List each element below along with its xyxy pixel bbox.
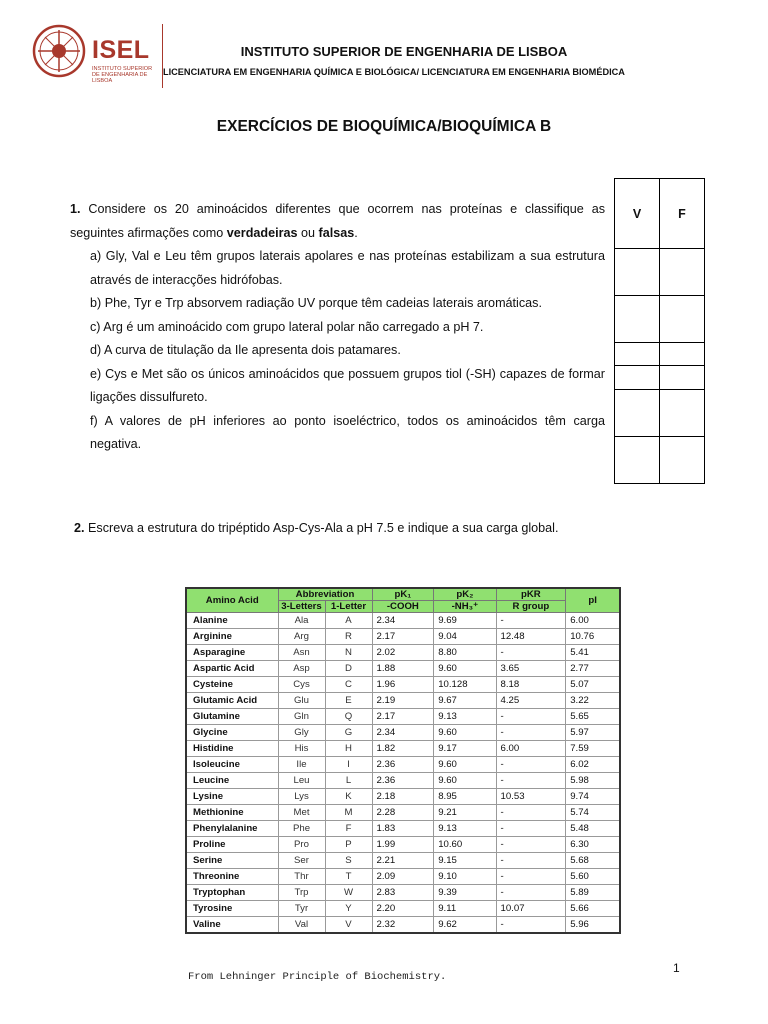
- three-letter-code: Gly: [278, 725, 325, 741]
- one-letter-code: P: [325, 837, 372, 853]
- answer-cell-c-v[interactable]: [615, 343, 660, 366]
- pk1-value: 2.21: [372, 853, 434, 869]
- pkr-value: -: [496, 805, 566, 821]
- pkr-value: -: [496, 917, 566, 933]
- amino-acid-name: Valine: [186, 917, 278, 933]
- pi-value: 5.97: [566, 725, 620, 741]
- pk2-value: 10.128: [434, 677, 496, 693]
- three-letter-code: Ala: [278, 613, 325, 629]
- intro-text: Considere os 20 aminoácidos diferentes que ocorrem nas proteínas e classifique as seguintes afirmações como: [70, 202, 605, 240]
- pk2-value: 10.60: [434, 837, 496, 853]
- pkr-value: -: [496, 869, 566, 885]
- pk2-value: 9.10: [434, 869, 496, 885]
- pk2-value: 9.13: [434, 821, 496, 837]
- one-letter-code: K: [325, 789, 372, 805]
- one-letter-code: G: [325, 725, 372, 741]
- amino-acid-name: Glutamine: [186, 709, 278, 725]
- three-letter-code: Tyr: [278, 901, 325, 917]
- pi-value: 5.89: [566, 885, 620, 901]
- table-row: [186, 725, 620, 741]
- question-2-number: 2.: [74, 521, 85, 535]
- pk2-value: 9.04: [434, 629, 496, 645]
- table-row: [186, 853, 620, 869]
- header-pkr: pKR: [496, 588, 566, 601]
- institution-name: INSTITUTO SUPERIOR DE ENGENHARIA DE LISBOA: [240, 44, 568, 59]
- pk1-value: 2.34: [372, 613, 434, 629]
- amino-acid-name: Tyrosine: [186, 901, 278, 917]
- amino-acid-name: Proline: [186, 837, 278, 853]
- answer-cell-b-f[interactable]: [660, 296, 705, 343]
- pk1-value: 2.20: [372, 901, 434, 917]
- three-letter-code: Gln: [278, 709, 325, 725]
- table-row: [186, 629, 620, 645]
- one-letter-code: C: [325, 677, 372, 693]
- three-letter-code: Asn: [278, 645, 325, 661]
- pk1-value: 2.17: [372, 709, 434, 725]
- one-letter-code: F: [325, 821, 372, 837]
- pk2-value: 9.60: [434, 773, 496, 789]
- statement-e: e) Cys e Met são os únicos aminoácidos que possuem grupos tiol (-SH) capazes de formar ligações dissulfureto.: [90, 366, 605, 404]
- pkr-value: -: [496, 725, 566, 741]
- header-pkr-group: R group: [496, 601, 566, 613]
- pk2-value: 9.67: [434, 693, 496, 709]
- question-1: [70, 198, 605, 457]
- pi-value: 7.59: [566, 741, 620, 757]
- three-letter-code: Leu: [278, 773, 325, 789]
- three-letter-code: His: [278, 741, 325, 757]
- header-pk1: pK₁: [372, 588, 434, 601]
- three-letter-code: Ile: [278, 757, 325, 773]
- pi-value: 6.02: [566, 757, 620, 773]
- table-row: [186, 805, 620, 821]
- course-name: LICENCIATURA EM ENGENHARIA QUÍMICA E BIOLÓGICA/ LICENCIATURA EM ENGENHARIA BIOMÉDICA: [163, 67, 625, 77]
- pi-value: 6.30: [566, 837, 620, 853]
- header-amino-acid: Amino Acid: [186, 588, 278, 613]
- three-letter-code: Pro: [278, 837, 325, 853]
- page-number: 1: [673, 961, 680, 975]
- statement-a: a) Gly, Val e Leu têm grupos laterais apolares e nas proteínas estabilizam a sua estrutura através de interacções hidrófobas.: [90, 249, 605, 287]
- three-letter-code: Glu: [278, 693, 325, 709]
- pkr-value: -: [496, 853, 566, 869]
- table-row: [186, 789, 620, 805]
- one-letter-code: I: [325, 757, 372, 773]
- answer-cell-a-v[interactable]: [615, 249, 660, 296]
- pk1-value: 2.19: [372, 693, 434, 709]
- logo-name: ISEL: [92, 36, 150, 64]
- pkr-value: -: [496, 757, 566, 773]
- amino-acid-name: Histidine: [186, 741, 278, 757]
- pk2-value: 9.11: [434, 901, 496, 917]
- pk2-value: 9.15: [434, 853, 496, 869]
- one-letter-code: V: [325, 917, 372, 933]
- amino-acid-name: Leucine: [186, 773, 278, 789]
- table-row: [186, 677, 620, 693]
- question-2-text: Escreva a estrutura do tripéptido Asp-Cys-Ala a pH 7.5 e indique a sua carga global.: [88, 521, 559, 535]
- header-pk2-group: -NH₃⁺: [434, 601, 496, 613]
- pk1-value: 2.02: [372, 645, 434, 661]
- pi-value: 5.74: [566, 805, 620, 821]
- pi-value: 5.60: [566, 869, 620, 885]
- table-row: [186, 917, 620, 933]
- one-letter-code: M: [325, 805, 372, 821]
- table-source: From Lehninger Principle of Biochemistry.: [188, 971, 447, 983]
- pkr-value: -: [496, 885, 566, 901]
- one-letter-code: S: [325, 853, 372, 869]
- pk1-value: 2.17: [372, 629, 434, 645]
- pk1-value: 2.32: [372, 917, 434, 933]
- pk2-value: 8.80: [434, 645, 496, 661]
- pkr-value: 10.53: [496, 789, 566, 805]
- three-letter-code: Lys: [278, 789, 325, 805]
- one-letter-code: E: [325, 693, 372, 709]
- three-letter-code: Thr: [278, 869, 325, 885]
- three-letter-code: Val: [278, 917, 325, 933]
- logo-subtitle: INSTITUTO SUPERIOR DE ENGENHARIA DE LISBOA: [92, 66, 153, 84]
- header-pk2: pK₂: [434, 588, 496, 601]
- amino-acid-name: Alanine: [186, 613, 278, 629]
- pi-value: 10.76: [566, 629, 620, 645]
- table-row: [186, 757, 620, 773]
- amino-acid-name: Methionine: [186, 805, 278, 821]
- pkr-value: 8.18: [496, 677, 566, 693]
- amino-acid-name: Isoleucine: [186, 757, 278, 773]
- amino-acid-name: Serine: [186, 853, 278, 869]
- table-row: [186, 869, 620, 885]
- table-row: [186, 709, 620, 725]
- header-3-letters: 3-Letters: [278, 601, 325, 613]
- one-letter-code: Q: [325, 709, 372, 725]
- table-row: [186, 773, 620, 789]
- pi-value: 5.98: [566, 773, 620, 789]
- table-row: [186, 661, 620, 677]
- table-row: [186, 901, 620, 917]
- pk1-value: 1.82: [372, 741, 434, 757]
- one-letter-code: Y: [325, 901, 372, 917]
- pk1-value: 1.83: [372, 821, 434, 837]
- pk2-value: 9.69: [434, 613, 496, 629]
- answer-cell-d-f[interactable]: [660, 366, 705, 390]
- one-letter-code: N: [325, 645, 372, 661]
- answer-cell-d-v[interactable]: [615, 366, 660, 390]
- pk2-value: 9.21: [434, 805, 496, 821]
- pi-value: 5.48: [566, 821, 620, 837]
- answer-cell-f-f[interactable]: [660, 437, 705, 484]
- table-row: [186, 693, 620, 709]
- three-letter-code: Ser: [278, 853, 325, 869]
- pk1-value: 2.34: [372, 725, 434, 741]
- three-letter-code: Trp: [278, 885, 325, 901]
- pk2-value: 9.60: [434, 661, 496, 677]
- pkr-value: 3.65: [496, 661, 566, 677]
- intro-true-word: verdadeiras: [226, 225, 298, 240]
- pi-value: 5.96: [566, 917, 620, 933]
- column-f-header: F: [660, 179, 705, 249]
- pk1-value: 2.09: [372, 869, 434, 885]
- one-letter-code: R: [325, 629, 372, 645]
- answer-cell-e-v[interactable]: [615, 390, 660, 437]
- pkr-value: -: [496, 821, 566, 837]
- three-letter-code: Asp: [278, 661, 325, 677]
- table-row: [186, 821, 620, 837]
- pi-value: 5.68: [566, 853, 620, 869]
- pkr-value: 6.00: [496, 741, 566, 757]
- answer-cell-b-v[interactable]: [615, 296, 660, 343]
- amino-acid-name: Glycine: [186, 725, 278, 741]
- question-1-intro: [70, 198, 605, 245]
- table-row: [186, 645, 620, 661]
- pk1-value: 1.99: [372, 837, 434, 853]
- question-1-number: 1.: [70, 202, 81, 216]
- three-letter-code: Phe: [278, 821, 325, 837]
- amino-acid-name: Cysteine: [186, 677, 278, 693]
- pkr-value: 4.25: [496, 693, 566, 709]
- one-letter-code: W: [325, 885, 372, 901]
- header-pk1-group: -COOH: [372, 601, 434, 613]
- pk1-value: 2.28: [372, 805, 434, 821]
- amino-acid-table: [185, 587, 621, 934]
- three-letter-code: Met: [278, 805, 325, 821]
- statement-f: f) A valores de pH inferiores ao ponto isoeléctrico, todos os aminoácidos têm carga negativa.: [90, 413, 605, 451]
- document-title: EXERCÍCIOS DE BIOQUÍMICA/BIOQUÍMICA B: [216, 118, 552, 135]
- pi-value: 6.00: [566, 613, 620, 629]
- amino-acid-name: Arginine: [186, 629, 278, 645]
- header-abbreviation: Abbreviation: [278, 588, 372, 601]
- pk1-value: 2.36: [372, 773, 434, 789]
- amino-acid-name: Threonine: [186, 869, 278, 885]
- three-letter-code: Arg: [278, 629, 325, 645]
- pkr-value: -: [496, 773, 566, 789]
- amino-acid-name: Glutamic Acid: [186, 693, 278, 709]
- pkr-value: 10.07: [496, 901, 566, 917]
- pk2-value: 9.60: [434, 725, 496, 741]
- amino-acid-name: Asparagine: [186, 645, 278, 661]
- header-pi: pI: [566, 588, 620, 613]
- intro-or: ou: [297, 225, 319, 240]
- pk2-value: 9.13: [434, 709, 496, 725]
- true-false-grid: [614, 178, 705, 484]
- pkr-value: -: [496, 613, 566, 629]
- pk1-value: 1.88: [372, 661, 434, 677]
- pi-value: 3.22: [566, 693, 620, 709]
- pi-value: 5.07: [566, 677, 620, 693]
- pkr-value: -: [496, 837, 566, 853]
- one-letter-code: A: [325, 613, 372, 629]
- header-1-letter: 1-Letter: [325, 601, 372, 613]
- pk1-value: 2.18: [372, 789, 434, 805]
- statement-b: b) Phe, Tyr e Trp absorvem radiação UV porque têm cadeias laterais aromáticas.: [90, 296, 542, 310]
- column-v-header: V: [615, 179, 660, 249]
- pk2-value: 9.62: [434, 917, 496, 933]
- pkr-value: -: [496, 645, 566, 661]
- answer-cell-c-f[interactable]: [660, 343, 705, 366]
- amino-acid-name: Phenylalanine: [186, 821, 278, 837]
- statement-d: d) A curva de titulação da Ile apresenta dois patamares.: [90, 343, 401, 357]
- one-letter-code: L: [325, 773, 372, 789]
- pi-value: 5.66: [566, 901, 620, 917]
- intro-end: .: [354, 225, 358, 240]
- pk1-value: 2.36: [372, 757, 434, 773]
- one-letter-code: H: [325, 741, 372, 757]
- pk2-value: 8.95: [434, 789, 496, 805]
- pi-value: 5.41: [566, 645, 620, 661]
- pkr-value: 12.48: [496, 629, 566, 645]
- table-row: [186, 885, 620, 901]
- answer-cell-a-f[interactable]: [660, 249, 705, 296]
- pk2-value: 9.17: [434, 741, 496, 757]
- question-2: [74, 521, 558, 535]
- one-letter-code: T: [325, 869, 372, 885]
- three-letter-code: Cys: [278, 677, 325, 693]
- pi-value: 5.65: [566, 709, 620, 725]
- pk2-value: 9.39: [434, 885, 496, 901]
- pk1-value: 1.96: [372, 677, 434, 693]
- pi-value: 9.74: [566, 789, 620, 805]
- amino-acid-name: Aspartic Acid: [186, 661, 278, 677]
- one-letter-code: D: [325, 661, 372, 677]
- pk1-value: 2.83: [372, 885, 434, 901]
- statement-c: c) Arg é um aminoácido com grupo lateral polar não carregado a pH 7.: [90, 319, 484, 334]
- pk2-value: 9.60: [434, 757, 496, 773]
- amino-acid-name: Lysine: [186, 789, 278, 805]
- amino-acid-name: Tryptophan: [186, 885, 278, 901]
- pi-value: 2.77: [566, 661, 620, 677]
- table-row: [186, 837, 620, 853]
- table-row: [186, 613, 620, 629]
- answer-cell-e-f[interactable]: [660, 390, 705, 437]
- pkr-value: -: [496, 709, 566, 725]
- table-row: [186, 741, 620, 757]
- answer-cell-f-v[interactable]: [615, 437, 660, 484]
- intro-false-word: falsas: [318, 225, 355, 240]
